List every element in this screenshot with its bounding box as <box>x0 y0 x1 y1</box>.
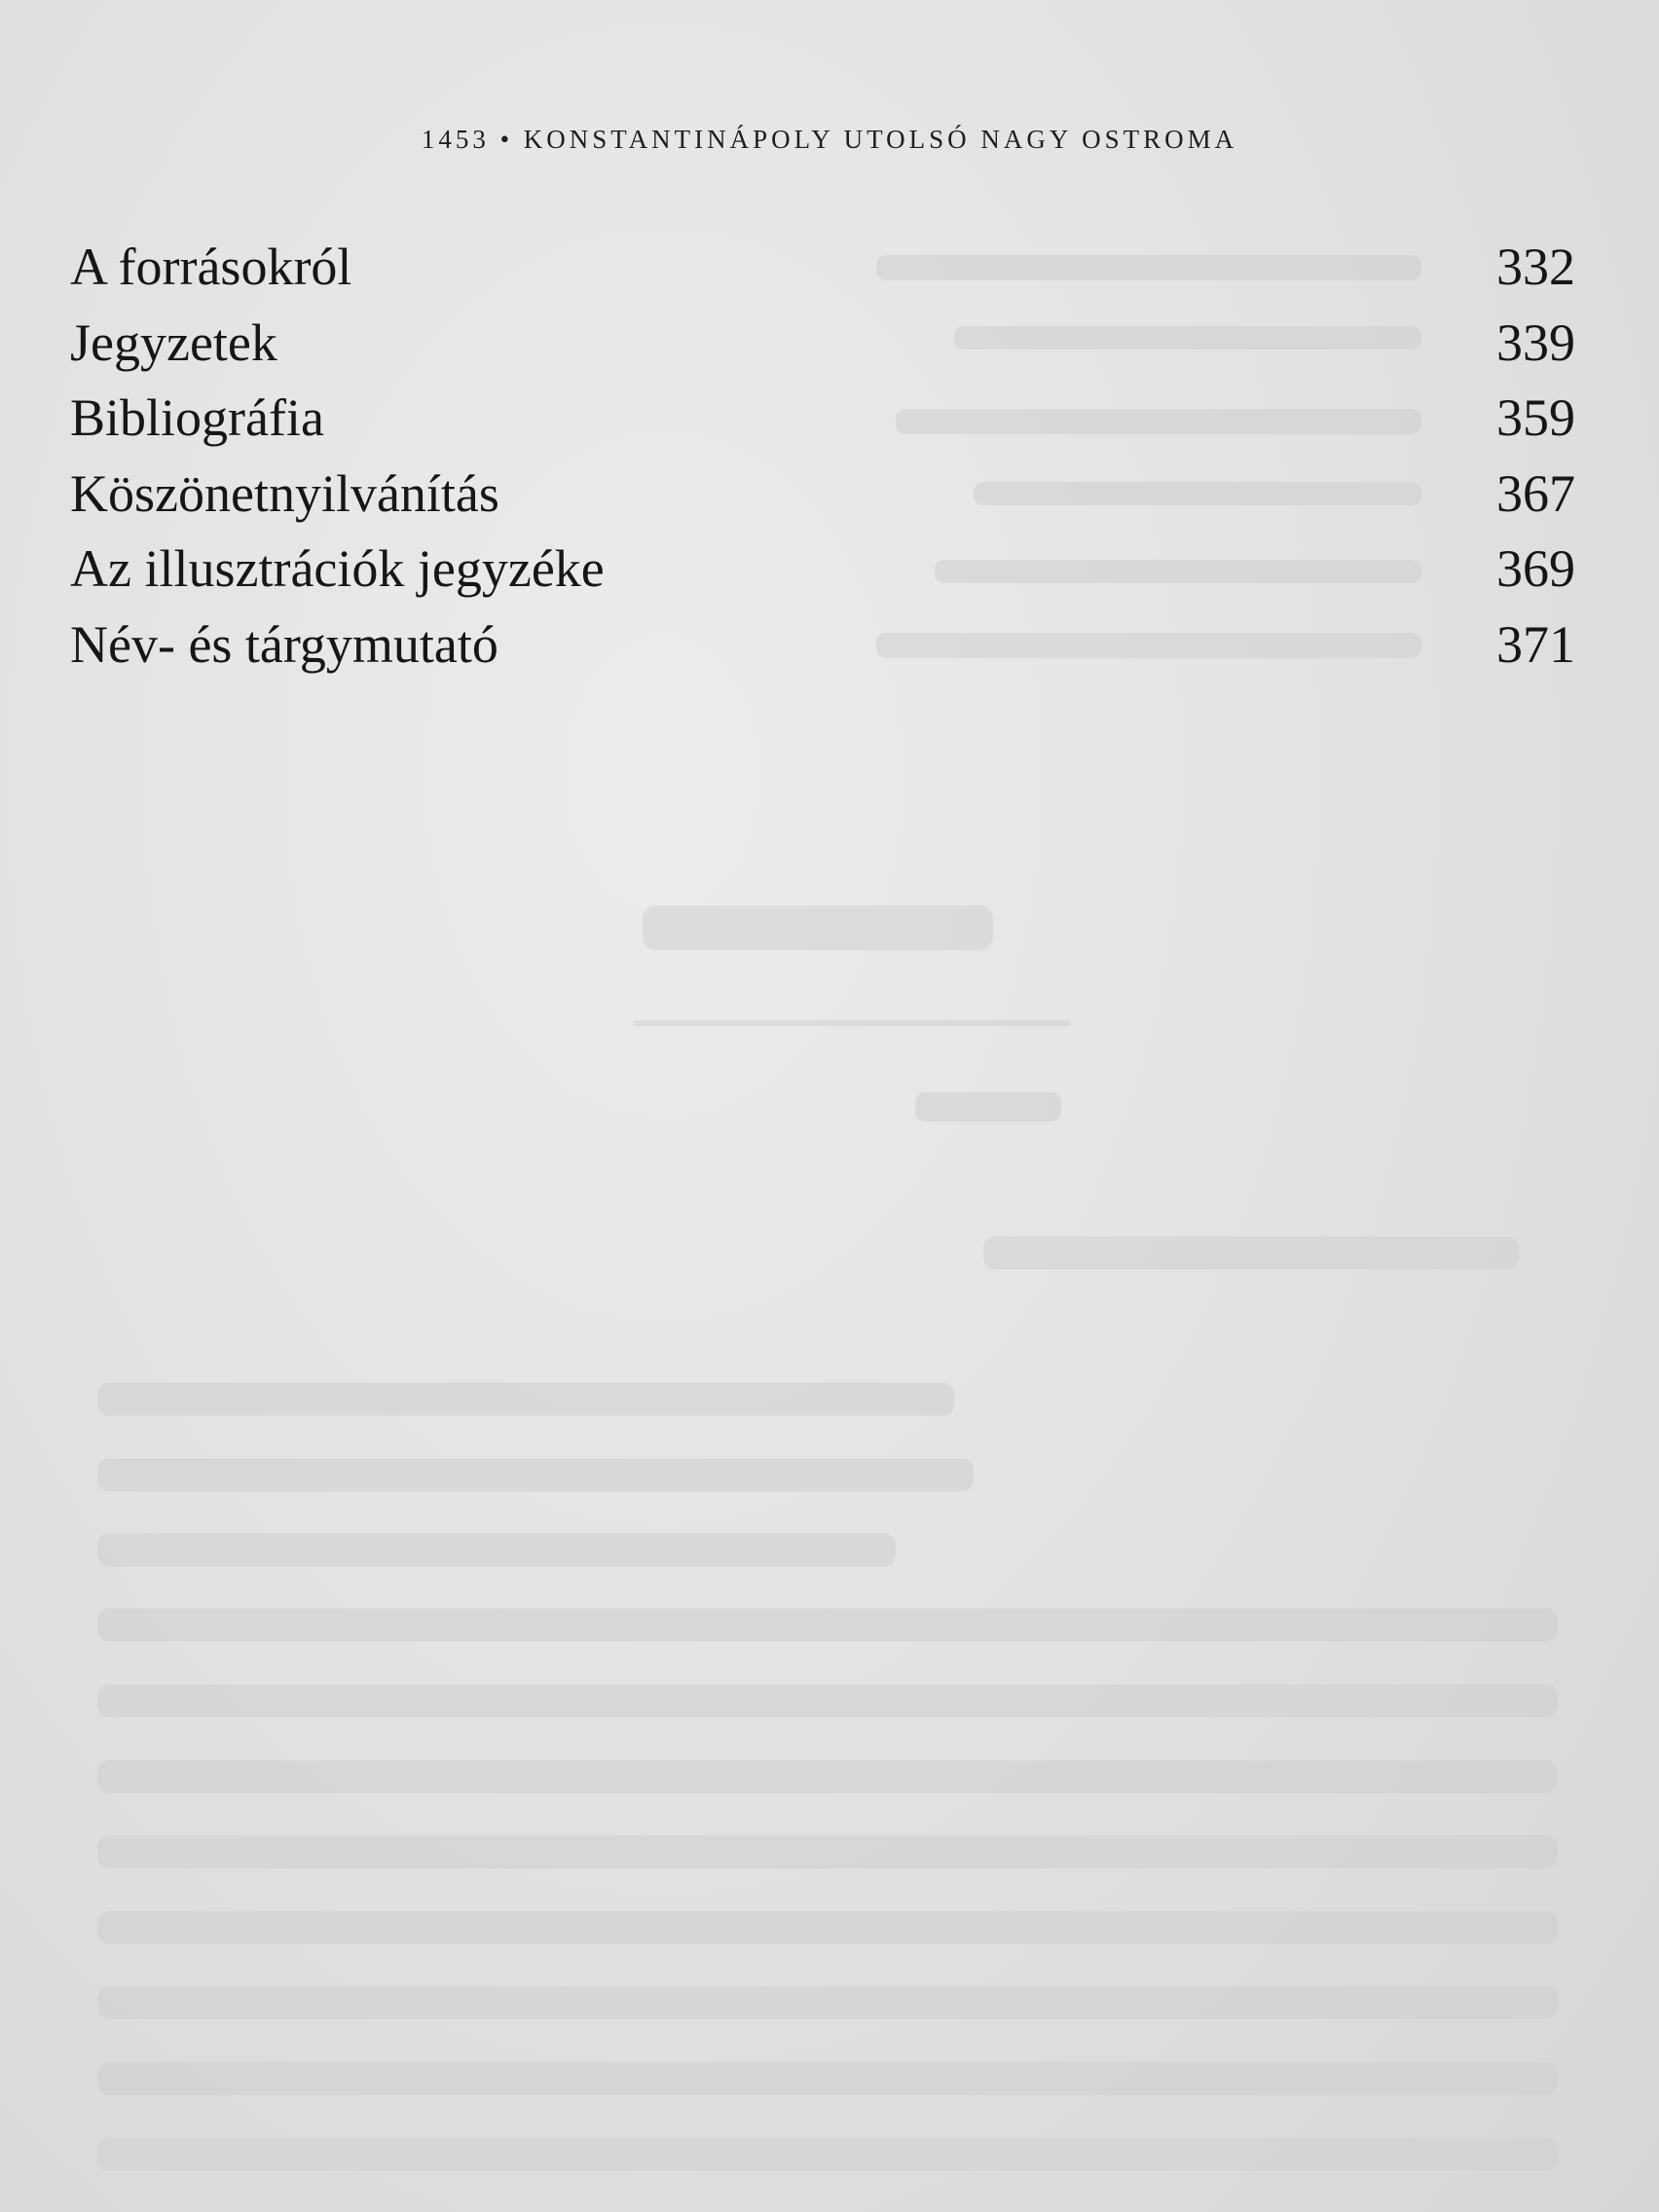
toc-entry-page: 339 <box>1496 313 1575 372</box>
toc-entry-title: A forrásokról <box>70 238 352 296</box>
toc-entry <box>70 608 1575 683</box>
toc-entry <box>70 381 1575 457</box>
toc-entry <box>70 457 1575 533</box>
table-of-contents <box>70 230 1575 682</box>
toc-entry-title: Az illusztrációk jegyzéke <box>70 539 605 598</box>
toc-entry-title: Jegyzetek <box>70 313 277 372</box>
toc-entry-title: Köszönetnyilvánítás <box>70 463 499 523</box>
toc-entry <box>70 306 1575 382</box>
toc-entry-title: Név- és tárgymutató <box>70 614 498 674</box>
toc-entry-page: 359 <box>1496 388 1575 447</box>
toc-entry-page: 367 <box>1496 463 1575 523</box>
toc-entry-page: 332 <box>1496 238 1575 296</box>
toc-entry-title: Bibliográfia <box>70 388 324 447</box>
toc-entry <box>70 230 1575 306</box>
toc-entry-page: 371 <box>1496 614 1575 674</box>
toc-entry <box>70 532 1575 608</box>
toc-entry-page: 369 <box>1496 539 1575 598</box>
running-header: 1453 • KONSTANTINÁPOLY UTOLSÓ NAGY OSTROMA <box>421 125 1238 154</box>
